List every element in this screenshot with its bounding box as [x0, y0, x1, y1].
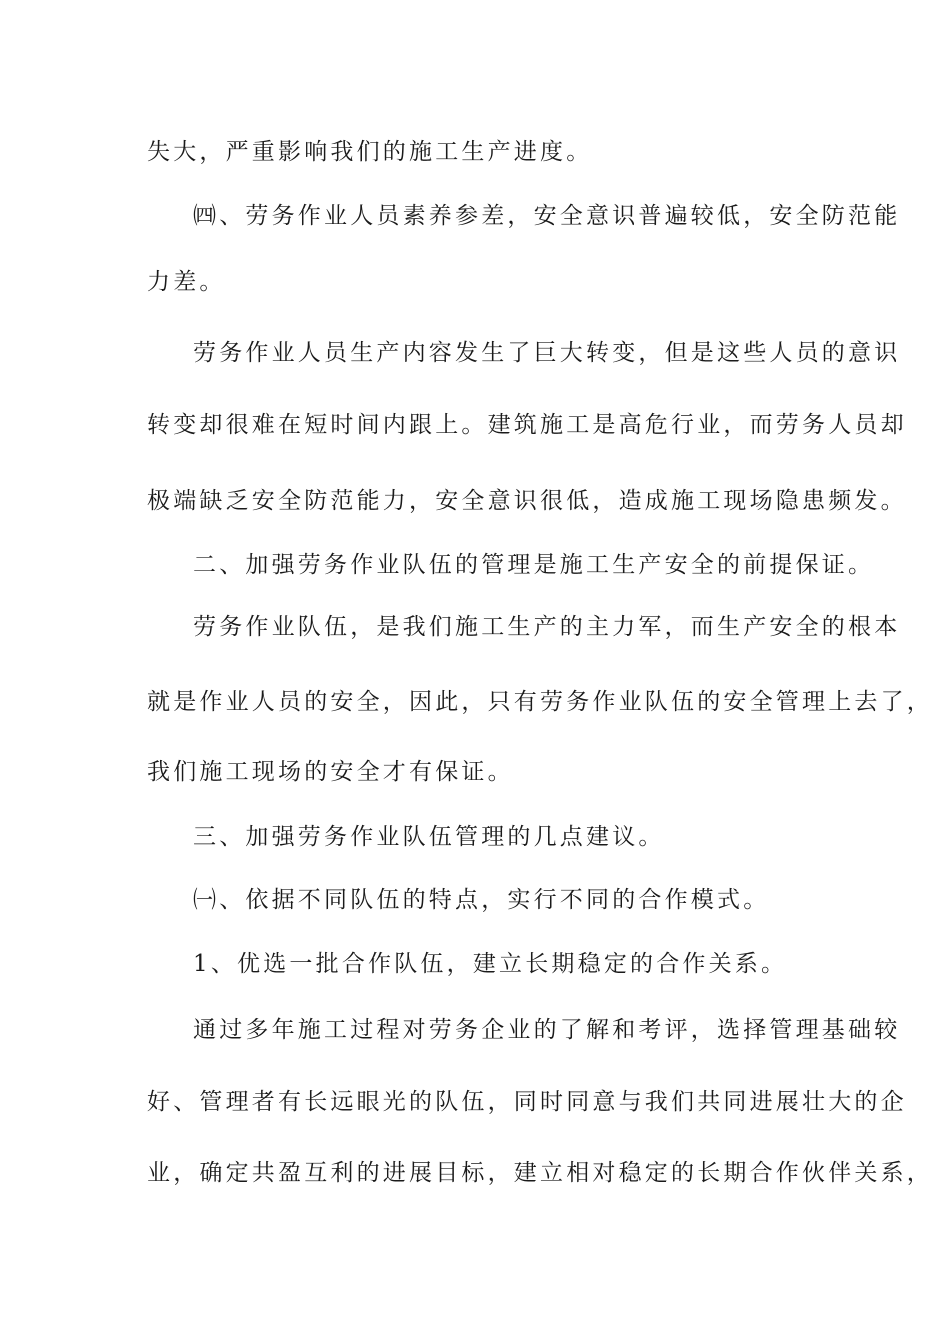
subsection-heading: 1、优选一批合作队伍，建立长期稳定的合作关系。 [193, 951, 788, 977]
text-line: ㈣、劳务作业人员素养参差，安全意识普遍较低，安全防范能 [193, 203, 901, 229]
text-line: 极端缺乏安全防范能力，安全意识很低，造成施工现场隐患频发。 [147, 488, 907, 514]
text-line: 就是作业人员的安全，因此，只有劳务作业队伍的安全管理上去了， [147, 689, 933, 715]
text-line: 我们施工现场的安全才有保证。 [147, 759, 514, 785]
text-line: 好、管理者有长远眼光的队伍，同时同意与我们共同进展壮大的企 [147, 1089, 907, 1115]
section-heading: 二、加强劳务作业队伍的管理是施工生产安全的前提保证。 [193, 552, 875, 578]
text-line: 通过多年施工过程对劳务企业的了解和考评，选择管理基础较 [193, 1017, 901, 1043]
text-line: 业，确定共盈互利的进展目标，建立相对稳定的长期合作伙伴关系， [147, 1160, 933, 1186]
subsection-heading: ㈠、依据不同队伍的特点，实行不同的合作模式。 [193, 887, 770, 913]
section-heading: 三、加强劳务作业队伍管理的几点建议。 [193, 824, 665, 850]
text-line: 失大，严重影响我们的施工生产进度。 [147, 139, 593, 165]
text-line: 转变却很难在短时间内跟上。建筑施工是高危行业，而劳务人员却 [147, 412, 907, 438]
text-line: 劳务作业队伍，是我们施工生产的主力军，而生产安全的根本 [193, 614, 901, 640]
text-line: 劳务作业人员生产内容发生了巨大转变，但是这些人员的意识 [193, 340, 901, 366]
text-line: 力差。 [147, 269, 226, 295]
